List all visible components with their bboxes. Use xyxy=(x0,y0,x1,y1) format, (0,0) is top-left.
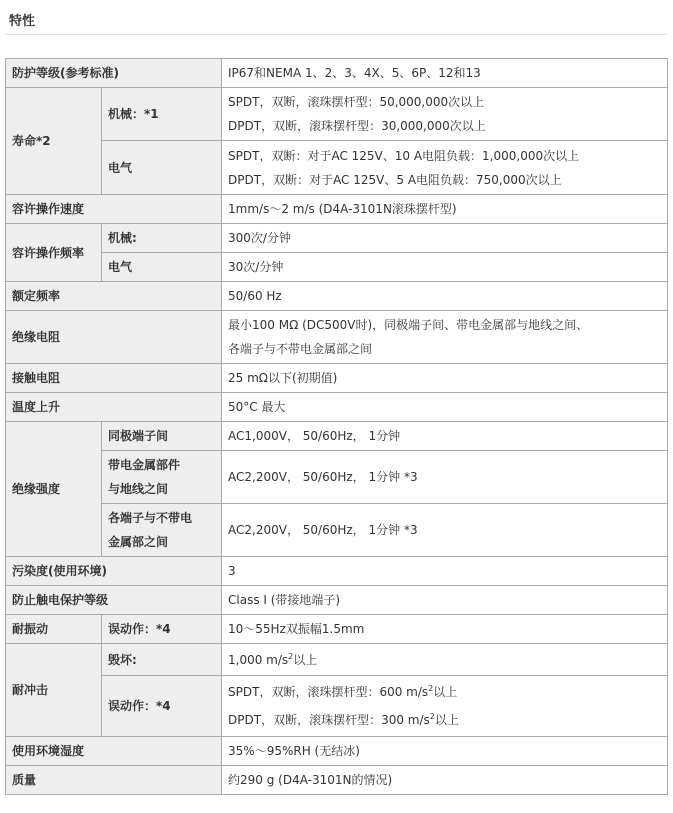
sub-label: 电气 xyxy=(102,253,222,282)
row-label: 防护等级(参考标准) xyxy=(6,59,222,88)
row-label: 接触电阻 xyxy=(6,364,222,393)
sub-label-line: 与地线之间 xyxy=(108,482,169,496)
sub-label: 电气 xyxy=(102,141,222,195)
sub-label-line: 金属部之间 xyxy=(108,535,169,549)
row-label: 耐冲击 xyxy=(6,644,102,737)
row-value xyxy=(222,311,668,364)
row-value: 300次/分钟 xyxy=(222,224,668,253)
table-row xyxy=(6,737,668,766)
sub-label-line: 带电金属部件 xyxy=(108,458,181,472)
table-row xyxy=(6,615,668,644)
value-line: 最小100 MΩ (DC500V时)，同极端子间、带电金属部与地线之间、 xyxy=(228,318,589,332)
sub-label: 机械：*1 xyxy=(102,88,222,141)
row-value: 3 xyxy=(222,557,668,586)
row-value: 约290 g (D4A-3101N的情况) xyxy=(222,766,668,795)
row-label: 额定频率 xyxy=(6,282,222,311)
row-label: 绝缘电阻 xyxy=(6,311,222,364)
row-label: 使用环境湿度 xyxy=(6,737,222,766)
sub-label: 同极端子间 xyxy=(102,422,222,451)
row-value: 35%～95%RH (无结冰) xyxy=(222,737,668,766)
row-label: 耐振动 xyxy=(6,615,102,644)
table-row xyxy=(6,282,668,311)
row-value: AC2,200V， 50/60Hz， 1分钟 *3 xyxy=(222,451,668,504)
row-value: 10～55Hz双振幅1.5mm xyxy=(222,615,668,644)
row-value: AC1,000V， 50/60Hz， 1分钟 xyxy=(222,422,668,451)
row-value xyxy=(222,88,668,141)
table-row xyxy=(6,224,668,253)
sub-label: 误动作：*4 xyxy=(102,676,222,737)
table-row xyxy=(6,422,668,451)
table-row xyxy=(6,644,668,676)
sub-label-line: 各端子与不带电 xyxy=(108,511,193,525)
title-divider xyxy=(5,34,667,35)
table-row xyxy=(6,141,668,195)
sub-label: 毁坏: xyxy=(102,644,222,676)
value-line: DPDT，双断，滚珠摆杆型：30,000,000次以上 xyxy=(228,119,486,133)
value-line: SPDT，双断，滚珠摆杆型：50,000,000次以上 xyxy=(228,95,485,109)
row-label: 质量 xyxy=(6,766,222,795)
table-row xyxy=(6,393,668,422)
value-line: DPDT，双断：对于AC 125V、5 A电阻负载：750,000次以上 xyxy=(228,172,562,187)
row-value: 25 mΩ以下(初期值) xyxy=(222,364,668,393)
row-value: 30次/分钟 xyxy=(222,253,668,282)
value-line: 各端子与不带电金属部之间 xyxy=(228,342,373,356)
row-value xyxy=(222,141,668,195)
table-row xyxy=(6,311,668,364)
table-row xyxy=(6,504,668,557)
sub-label xyxy=(102,504,222,557)
value-line: SPDT，双断，滚珠摆杆型：600 $m/s^2$以上 xyxy=(228,684,458,699)
table-row xyxy=(6,253,668,282)
sub-label xyxy=(102,451,222,504)
row-label: 温度上升 xyxy=(6,393,222,422)
row-label: 防止触电保护等级 xyxy=(6,586,222,615)
spec-table xyxy=(5,58,668,795)
row-label: 容许操作频率 xyxy=(6,224,102,282)
row-value: 1mm/s～2 m/s (D4A-3101N滚珠摆杆型) xyxy=(222,195,668,224)
row-label: 寿命*2 xyxy=(6,88,102,195)
row-value xyxy=(222,676,668,737)
sub-label: 误动作：*4 xyxy=(102,615,222,644)
value-line: DPDT，双断，滚珠摆杆型：300 $m/s^2$以上 xyxy=(228,712,459,727)
row-value: 50/60 Hz xyxy=(222,282,668,311)
table-row xyxy=(6,195,668,224)
sub-label: 机械: xyxy=(102,224,222,253)
row-value: IP67和NEMA 1、2、3、4X、5、6P、12和13 xyxy=(222,59,668,88)
table-row xyxy=(6,586,668,615)
value-line: SPDT，双断：对于AC 125V、10 A电阻负载：1,000,000次以上 xyxy=(228,148,580,163)
row-value: Class I (带接地端子) xyxy=(222,586,668,615)
row-label: 绝缘强度 xyxy=(6,422,102,557)
table-row xyxy=(6,557,668,586)
table-row xyxy=(6,766,668,795)
table-row xyxy=(6,676,668,737)
table-row xyxy=(6,364,668,393)
row-label: 污染度(使用环境) xyxy=(6,557,222,586)
page-title: 特性 xyxy=(9,14,36,29)
table-row xyxy=(6,451,668,504)
table-row xyxy=(6,59,668,88)
row-label: 容许操作速度 xyxy=(6,195,222,224)
row-value: 1,000 $m/s^2$以上 xyxy=(222,644,668,676)
table-row xyxy=(6,88,668,141)
row-value: 50°C 最大 xyxy=(222,393,668,422)
row-value: AC2,200V， 50/60Hz， 1分钟 *3 xyxy=(222,504,668,557)
